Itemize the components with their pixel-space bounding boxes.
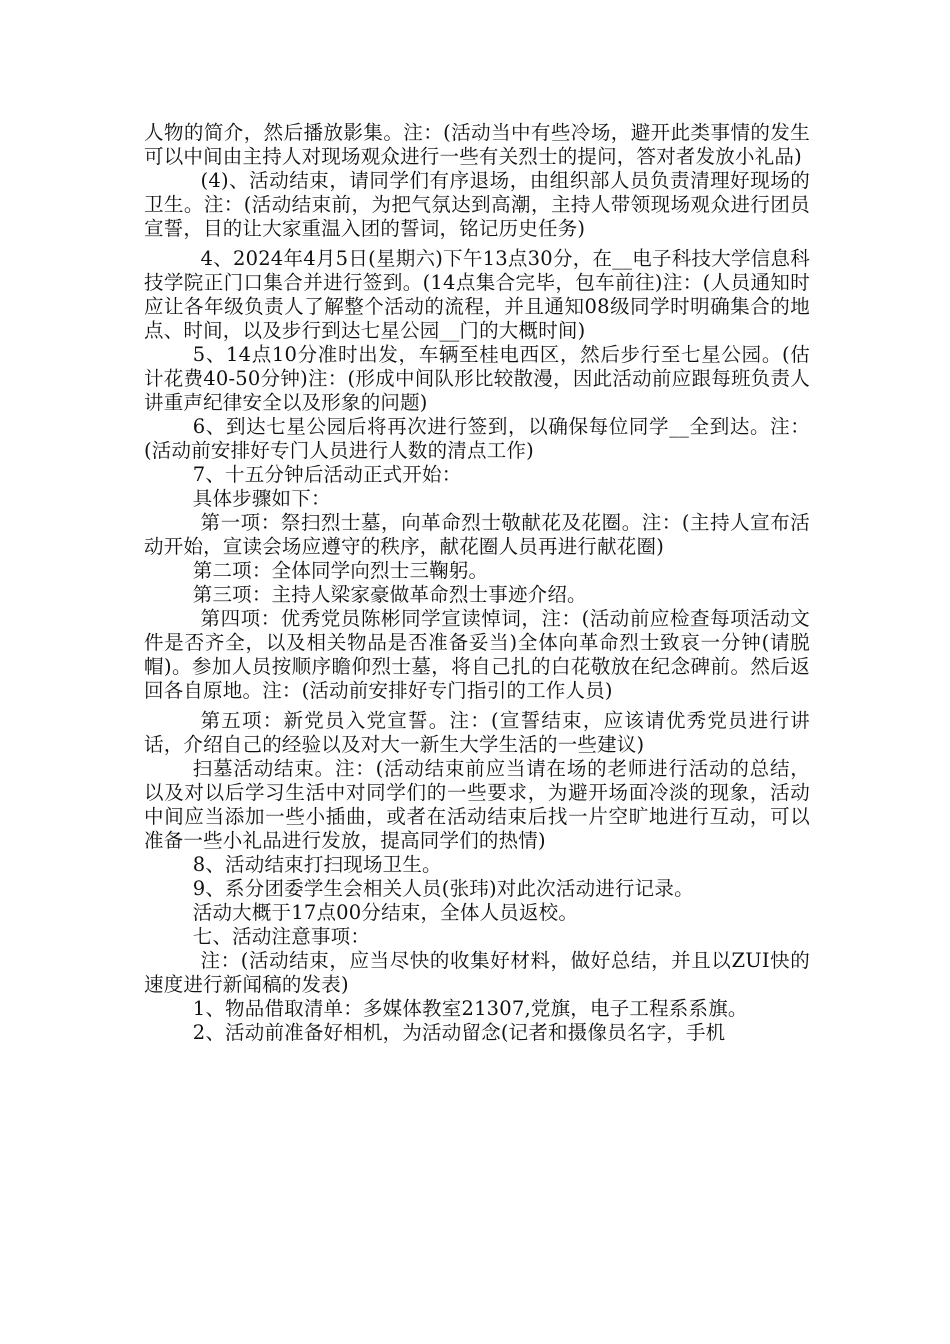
document-body xyxy=(144,121,810,1045)
paragraph-step-4-end: (4)、活动结束，请同学们有序退场，由组织部人员负责清理好现场的卫生。注：(活动结束前，为把气氛达到高潮，主持人带领现场观众进行团员宣誓，目的让大家重温入团的誓词，铭记历史任务) xyxy=(144,169,810,240)
paragraph-steps-heading: 具体步骤如下： xyxy=(192,487,331,510)
paragraph-borrow-list: 1、物品借取清单：多媒体教室21307,党旗，电子工程系系旗。 xyxy=(192,997,748,1020)
paragraph-end-time: 活动大概于17点00分结束，全体人员返校。 xyxy=(192,901,579,924)
paragraph-step-one: 第一项：祭扫烈士墓，向革命烈士敬献花及花圈。注：(主持人宣布活动开始，宣读会场应遵守的秩序，献花圈人员再进行献花圈) xyxy=(144,511,810,558)
paragraph-intro-continued: 人物的简介，然后播放影集。注：(活动当中有些冷场，避开此类事情的发生可以中间由主持人对现场观众进行一些有关烈士的提问，答对者发放小礼品) xyxy=(144,121,810,168)
paragraph-item-7: 7、十五分钟后活动正式开始： xyxy=(192,463,462,486)
paragraph-item-8: 8、活动结束打扫现场卫生。 xyxy=(192,853,442,876)
paragraph-camera-prep: 2、活动前准备好相机，为活动留念(记者和摄像员名字，手机 xyxy=(192,1021,726,1044)
paragraph-activity-end: 扫墓活动结束。注：(活动结束前应当请在场的老师进行活动的总结，以及对以后学习生活中对同学们的一些要求，为避开场面冷淡的现象，活动中间应当添加一些小插曲，或者在活动结束后找一片空旷地进行互动，可以准备一些小礼品进行发放，提高同学们的热情) xyxy=(144,757,810,852)
paragraph-step-four: 第四项：优秀党员陈彬同学宣读悼词，注：(活动前应检查每项活动文件是否齐全，以及相关物品是否准备妥当)全体向革命烈士致哀一分钟(请脱帽)。参加人员按顺序瞻仰烈士墓，将自己扎的白花敬放在纪念碑前。然后返回各自原地。注：(活动前安排好专门指引的工作人员) xyxy=(144,607,810,702)
paragraph-note: 注：(活动结束，应当尽快的收集好材料，做好总结，并且以ZUI快的速度进行新闻稿的发表) xyxy=(144,949,810,996)
paragraph-step-two: 第二项：全体同学向烈士三鞠躬。 xyxy=(192,559,489,582)
section-heading-notes: 七、活动注意事项： xyxy=(192,925,371,948)
paragraph-item-6: 6、到达七星公园后将再次进行签到，以确保每位同学__全到达。注：(活动前安排好专门人员进行人数的清点工作) xyxy=(144,415,810,462)
paragraph-step-five: 第五项：新党员入党宣誓。注：(宣誓结束，应该请优秀党员进行讲话，介绍自己的经验以及对大一新生大学生活的一些建议) xyxy=(144,709,810,756)
paragraph-step-three: 第三项：主持人梁家豪做革命烈士事迹介绍。 xyxy=(192,583,587,606)
paragraph-item-4: 4、2024年4月5日(星期六)下午13点30分，在__电子科技大学信息科技学院正门口集合并进行签到。(14点集合完毕，包车前往)注：(人员通知时应让各年级负责人了解整个活动的流程，并且通知08级同学时明确集合的地点、时间，以及步行到达七星公园__门的大概时间) xyxy=(144,247,810,342)
paragraph-item-9: 9、系分团委学生会相关人员(张玮)对此次活动进行记录。 xyxy=(192,877,694,900)
paragraph-item-5: 5、14点10分准时出发，车辆至桂电西区，然后步行至七星公园。(估计花费40-50分钟)注：(形成中间队形比较散漫，因此活动前应跟每班负责人讲重声纪律安全以及形象的问题) xyxy=(144,343,810,414)
